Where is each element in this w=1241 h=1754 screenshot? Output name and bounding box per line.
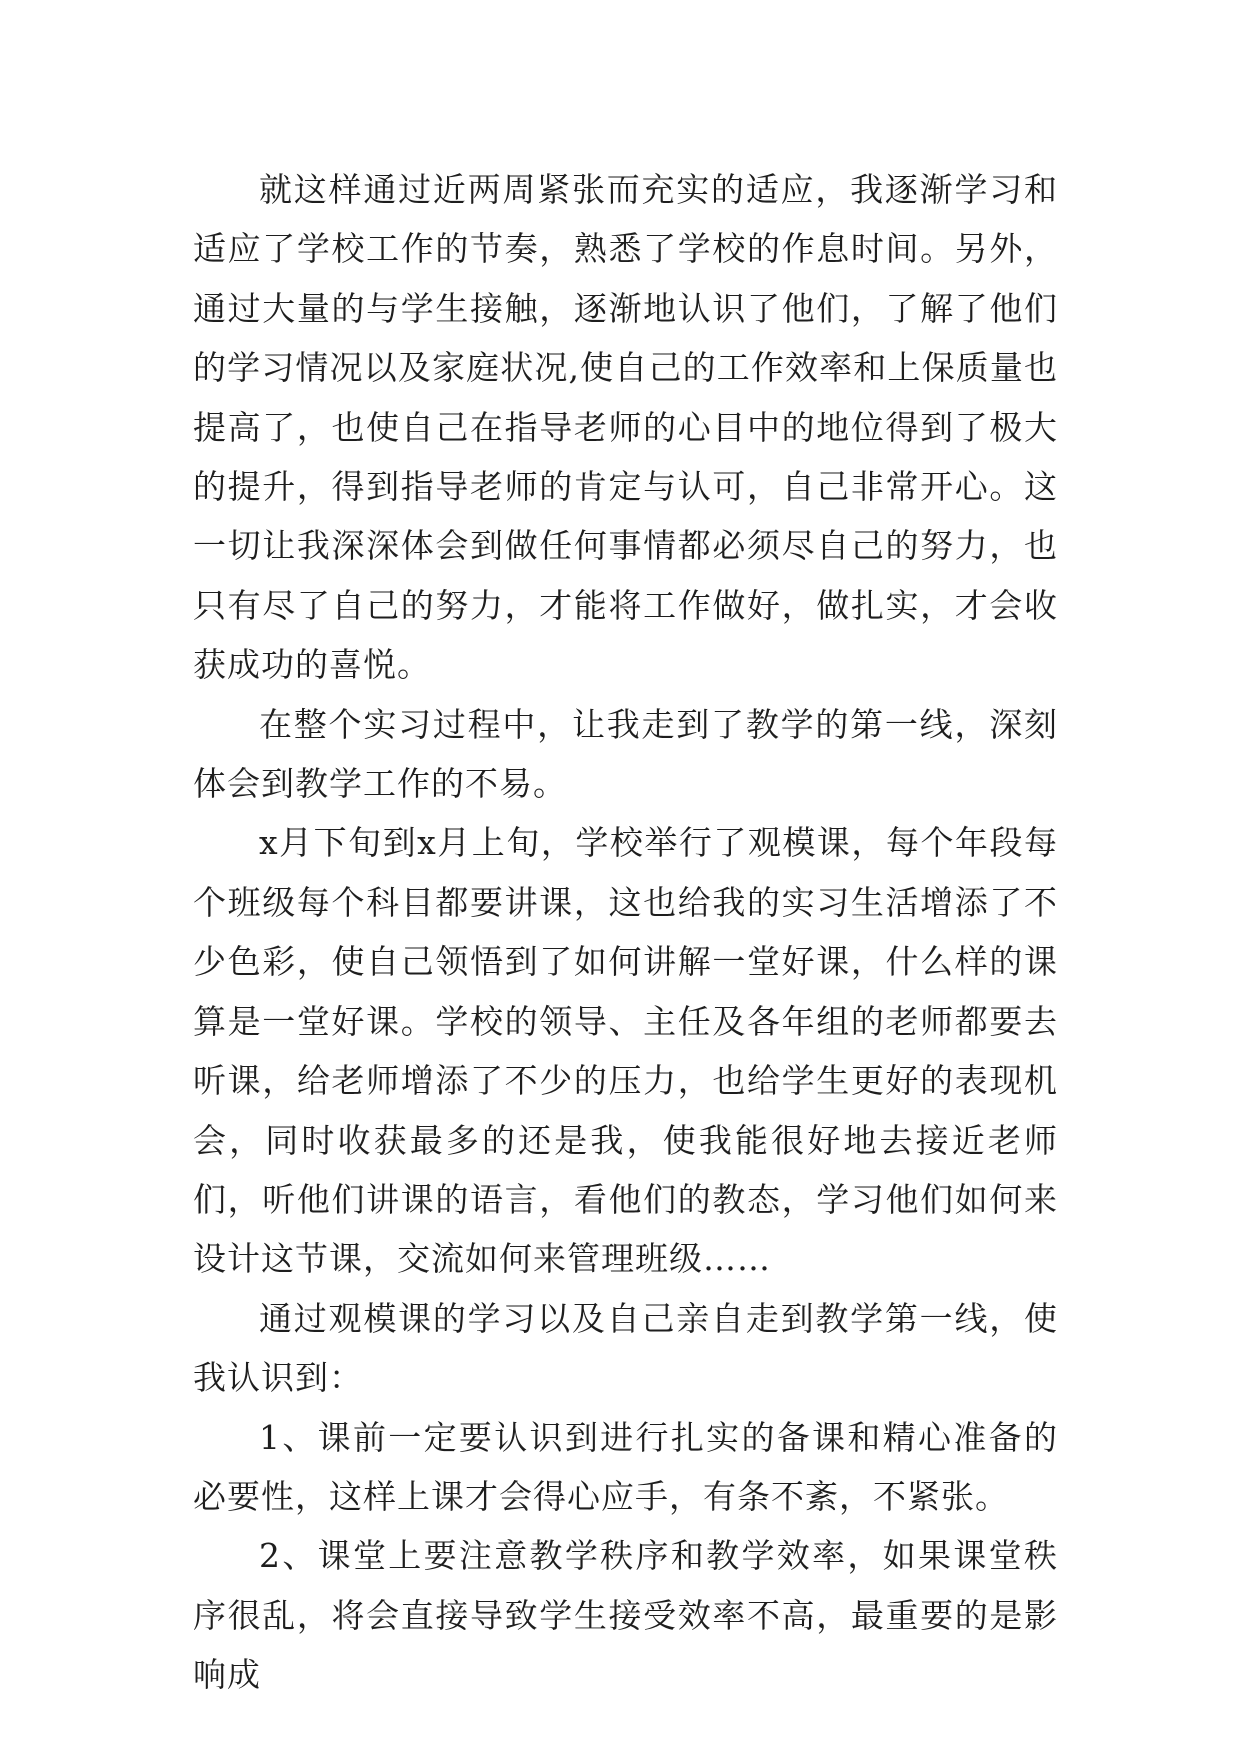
paragraph-6: 2、课堂上要注意教学秩序和教学效率，如果课堂秩序很乱，将会直接导致学生接受效率不高，最重要的是影响成 (193, 1536, 1058, 1695)
paragraph-3: x月下旬到x月上旬，学校举行了观模课，每个年段每个班级每个科目都要讲课，这也给我的实习生活增添了不少色彩，使自己领悟到了如何讲解一堂好课，什么样的课算是一堂好课。学校的领导、主任及各年组的老师都要去听课，给老师增添了不少的压力，也给学生更好的表现机会，同时收获最多的还是我，使我能很好地去接近老师们，听他们讲课的语言，看他们的教态，学习他们如何来设计这节课，交流如何来管理班级…… (193, 823, 1058, 1279)
paragraph-4: 通过观模课的学习以及自己亲自走到教学第一线，使我认识到： (193, 1298, 1058, 1398)
paragraph-2: 在整个实习过程中，让我走到了教学的第一线，深刻体会到教学工作的不易。 (193, 704, 1058, 804)
document-body (193, 160, 1058, 1705)
paragraph-1: 就这样通过近两周紧张而充实的适应，我逐渐学习和适应了学校工作的节奏，熟悉了学校的作息时间。另外，通过大量的与学生接触，逐渐地认识了他们，了解了他们的学习情况以及家庭状况,使自己的工作效率和上保质量也提高了，也使自己在指导老师的心目中的地位得到了极大的提升，得到指导老师的肯定与认可，自己非常开心。这一切让我深深体会到做任何事情都必须尽自己的努力，也只有尽了自己的努力，才能将工作做好，做扎实，才会收获成功的喜悦。 (193, 170, 1058, 685)
paragraph-5: 1、课前一定要认识到进行扎实的备课和精心准备的必要性，这样上课才会得心应手，有条不紊，不紧张。 (193, 1417, 1058, 1516)
